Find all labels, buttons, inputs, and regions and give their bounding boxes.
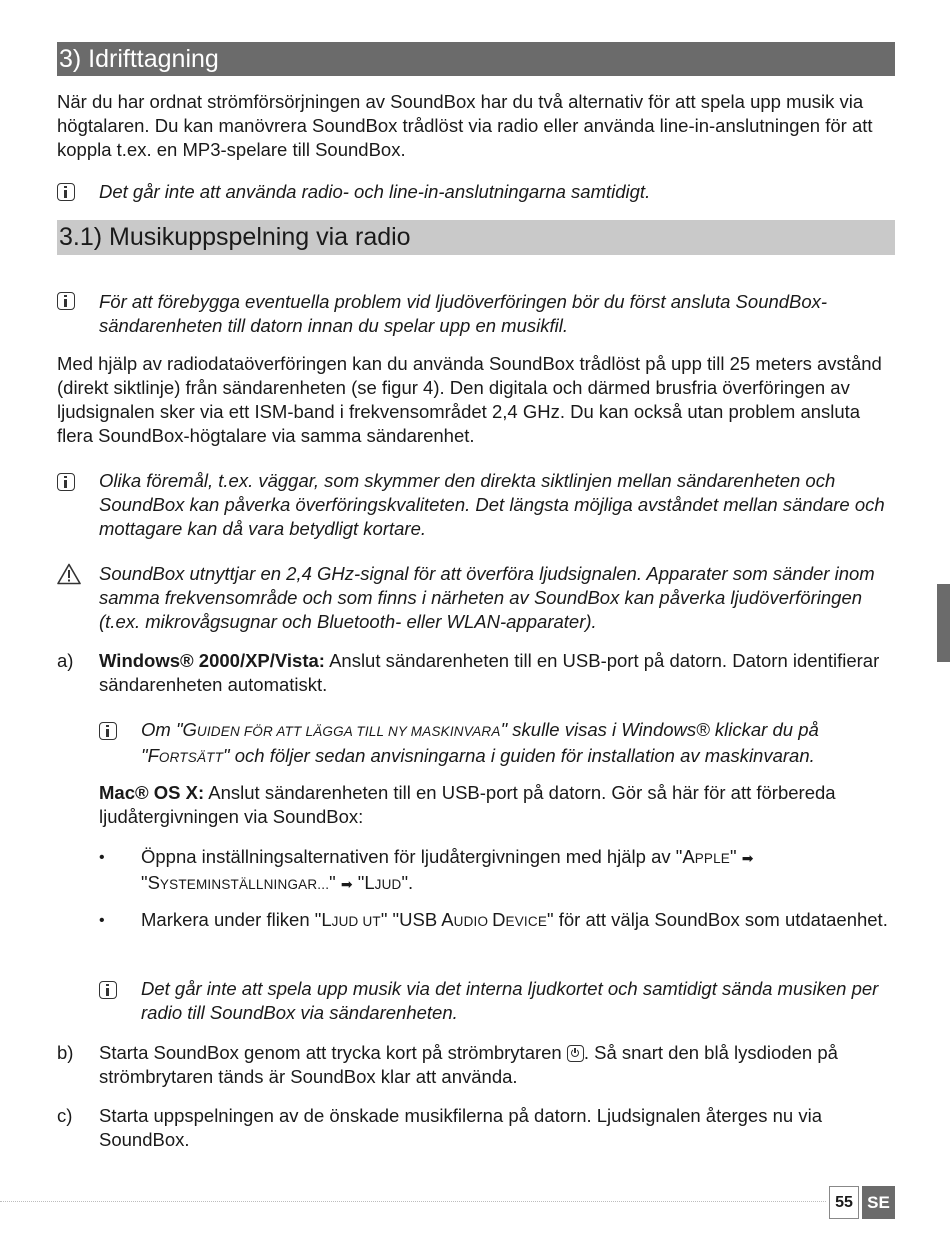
note-text: " skulle visas i Windows® klickar du på "	[141, 719, 819, 766]
note-text: " och följer sedan anvisningarna i guiden för installation av maskinvaran.	[223, 745, 815, 766]
mac-info-note: Det går inte att spela upp musik via det interna ljudkortet och samtidigt sända musiken per radio till SoundBox via sändarenheten.	[141, 978, 879, 1023]
info-note: Olika föremål, t.ex. väggar, som skymmer den direkta siktlinjen mellan sändarenheten och SoundBox kan påverka överföringskvaliteten. Det längsta möjliga avståndet mellan sändare och mottagare kan då vara betydligt kortare.	[99, 470, 885, 539]
step-label-a: a)	[57, 650, 74, 671]
bullet-text: JUD UT	[331, 914, 381, 929]
bullet-text: S	[147, 872, 160, 893]
info-icon	[57, 292, 75, 310]
mac-text: Anslut sändarenheten till en USB-port på datorn. Gör så här för att förbereda ljudåtergivningen via SoundBox:	[99, 782, 836, 827]
section-heading-idrifttagning	[57, 42, 895, 76]
bullet: •	[99, 849, 105, 866]
bullet-text: "	[141, 872, 148, 893]
arrow-right-icon: ➡	[340, 876, 353, 892]
bullet-text: D	[492, 909, 506, 930]
step-label-c: c)	[57, 1105, 73, 1126]
warning-icon	[57, 563, 81, 585]
warning-note: SoundBox utnyttjar en 2,4 GHz-signal för att överföra ljudsignalen. Apparater som sänder inom samma frekvensområde och som finns i närheten av SoundBox kan påverka ljudöverföringen (t.ex. mikrovågsugnar och Bluetooth- eller WLAN-apparater).	[99, 563, 875, 632]
mac-instructions	[99, 781, 895, 829]
windows-info-note	[141, 718, 897, 770]
info-note: Det går inte att använda radio- och line-in-anslutningarna samtidigt.	[99, 181, 651, 202]
power-button-icon	[567, 1045, 584, 1062]
bullet-text: JUD	[374, 877, 402, 892]
windows-label: Windows® 2000/XP/Vista:	[99, 650, 325, 671]
section-heading-text: 3.1) Musikuppspelning via radio	[59, 223, 411, 251]
bullet-text: "	[352, 872, 365, 893]
bullet-text: L	[364, 872, 375, 893]
note-text: Om "	[141, 719, 183, 740]
bullet-item	[141, 845, 897, 897]
bullet-text: EVICE	[505, 914, 548, 929]
info-icon	[57, 183, 75, 201]
info-icon	[57, 473, 75, 491]
bullet-text: "	[329, 872, 341, 893]
info-icon	[99, 981, 117, 999]
note-text: F	[147, 745, 159, 766]
step-text: Starta SoundBox genom att trycka kort på strömbrytaren	[99, 1042, 567, 1063]
bullet-text: L	[321, 909, 332, 930]
info-note: För att förebygga eventuella problem vid ljudöverföringen bör du först ansluta SoundBox-sändarenheten till datorn innan du spelar upp en musikfil.	[99, 291, 828, 336]
body-paragraph: Med hjälp av radiodataöverföringen kan du använda SoundBox trådlöst på upp till 25 meters avstånd (direkt siktlinje) från sändarenheten (se figur 4). Den digitala och därmed brusfria överföringen av ljudsignalen sker via ett ISM-band i frekvensområdet 2,4 GHz. Du kan också utan problem ansluta flera SoundBox-högtalare via samma sändarenhet.	[57, 353, 882, 446]
windows-text: Anslut sändarenheten till en USB-port på datorn. Datorn identifierar sändarenheten automatiskt.	[99, 650, 880, 695]
bullet-text: A	[441, 909, 454, 930]
bullet: •	[99, 912, 105, 929]
intro-paragraph: När du har ordnat strömförsörjningen av SoundBox har du två alternativ för att spela upp musik via högtalaren. Du kan manövrera SoundBox trådlöst via radio eller använda line-in-anslutningen för att koppla t.ex. en MP3-spelare till SoundBox.	[57, 91, 873, 160]
chapter-side-tab	[937, 584, 950, 662]
bullet-text: PPLE	[694, 851, 731, 866]
bullet-text: "	[730, 846, 742, 867]
page-number: 55	[829, 1186, 859, 1219]
step-b-text	[99, 1041, 895, 1089]
language-badge: SE	[862, 1186, 895, 1219]
info-icon	[99, 722, 117, 740]
bullet-text: Öppna inställningsalternativen för ljudåtergivningen med hjälp av "	[141, 846, 683, 867]
bullet-text: YSTEMINSTÄLLNINGAR...	[159, 877, 330, 892]
windows-instructions	[99, 649, 895, 697]
section-heading-text: 3) Idrifttagning	[59, 45, 219, 73]
step-c-text: Starta uppspelningen av de önskade musikfilerna på datorn. Ljudsignalen återges nu via SoundBox.	[99, 1105, 823, 1150]
bullet-text: Markera under fliken "	[141, 909, 322, 930]
bullet-text: A	[682, 846, 695, 867]
step-text: . Så snart den blå lysdioden på strömbrytaren tänds är SoundBox klar att använda.	[99, 1042, 838, 1087]
arrow-right-icon: ➡	[741, 850, 754, 866]
bullet-text: UDIO	[453, 914, 493, 929]
note-text: G	[182, 719, 197, 740]
footer-divider	[0, 1201, 826, 1202]
section-heading-musikuppspelning	[57, 220, 895, 255]
note-text: UIDEN FÖR ATT LÄGGA TILL NY MASKINVARA	[196, 724, 501, 739]
bullet-text: " för att välja SoundBox som utdataenhet.	[547, 909, 888, 930]
bullet-item	[141, 908, 897, 934]
step-label-b: b)	[57, 1042, 74, 1063]
note-text: ORTSÄTT	[158, 750, 224, 765]
bullet-text: " "USB	[380, 909, 442, 930]
bullet-text: ".	[401, 872, 414, 893]
mac-label: Mac® OS X:	[99, 782, 205, 803]
